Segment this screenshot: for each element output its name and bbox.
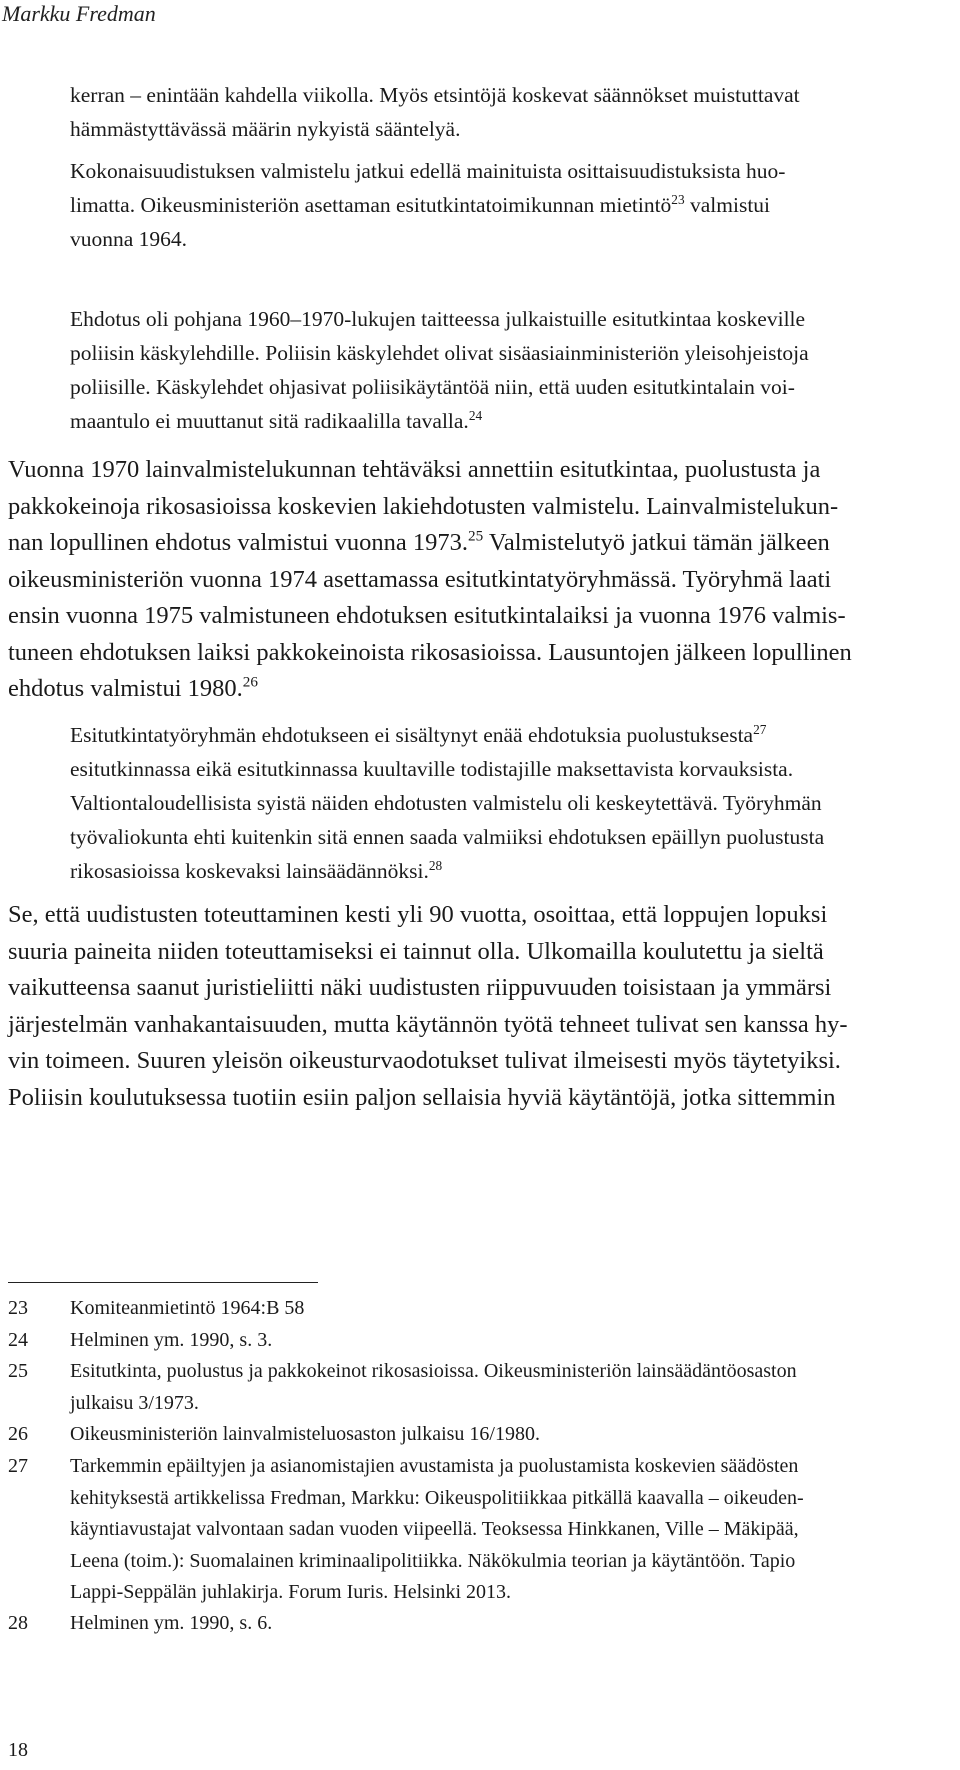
text-line: kerran – enintään kahdella viikolla. Myös etsintöjä koskevat säännökset muistuttavat [70, 83, 800, 107]
text-line: ehdotus valmistui 1980.26 [8, 673, 258, 702]
footnote-25 [8, 1356, 952, 1419]
text-line: Poliisin koulutuksessa tuotiin esiin paljon sellaisia hyviä käytäntöjä, jotka sittemmin [8, 1083, 836, 1111]
footnote-28 [8, 1608, 952, 1640]
footnote-text: Komiteanmietintö 1964:B 58 [70, 1297, 305, 1319]
footnote-number: 24 [8, 1329, 28, 1351]
text-line: vuonna 1964. [70, 227, 188, 251]
footnote-ref-25[interactable]: 25 [468, 527, 484, 545]
footnote-text: Esitutkinta, puolustus ja pakkokeinot rikosasioissa. Oikeusministeriön lainsäädäntöosaston [70, 1360, 797, 1382]
footnote-text: julkaisu 3/1973. [70, 1391, 199, 1414]
footnote-ref-27[interactable]: 27 [753, 721, 767, 737]
quoted-passage-2 [70, 302, 952, 438]
footnote-24 [8, 1325, 952, 1357]
footnote-number: 26 [8, 1423, 28, 1445]
text-line: Valtiontaloudellisista syistä näiden ehdotusten valmistelu oli keskeytettävä. Työryhmän [70, 791, 822, 815]
text-line: Se, että uudistusten toteuttaminen kesti yli 90 vuotta, osoittaa, että loppujen lopuksi [8, 901, 828, 928]
text-line: vin toimeen. Suuren yleisön oikeusturvaodotukset tulivat ilmeisesti myös täytetyiksi. [8, 1047, 841, 1074]
footnote-text: Helminen ym. 1990, s. 3. [70, 1329, 273, 1351]
footnote-text: Helminen ym. 1990, s. 6. [70, 1612, 273, 1634]
footnote-text: Tarkemmin epäiltyjen ja asianomistajien avustamista ja puolustamista koskevien säädösten [70, 1455, 799, 1477]
text-line: poliisin käskylehdille. Poliisin käskylehdet olivat sisäasiainministeriön yleisohjeistoja [70, 341, 809, 365]
text-line: tuneen ehdotuksen laiksi pakkokeinoista rikosasioissa. Lausuntojen jälkeen lopullinen [8, 638, 852, 666]
footnote-text: käyntiavustajat valvontaan sadan vuoden viipeellä. Teoksessa Hinkkanen, Ville – Mäkipää, [70, 1518, 799, 1540]
footnote-number: 25 [8, 1360, 28, 1382]
footnote-text: Leena (toim.): Suomalainen kriminaalipolitiikka. Näkökulmia teorian ja käytäntöön. Tapio [70, 1549, 796, 1572]
footnote-ref-23[interactable]: 23 [671, 191, 685, 207]
footnote-number: 28 [8, 1612, 28, 1634]
text-line: vaikutteensa saanut juristieliitti näki uudistusten riippuvuuden toisistaan ja ymmärsi [8, 974, 832, 1001]
body-paragraph-1 [8, 452, 952, 708]
footnote-number: 27 [8, 1455, 28, 1477]
text-line: hämmästyttävässä määrin nykyistä sääntelyä. [70, 117, 461, 141]
footnote-27 [8, 1451, 952, 1609]
text-line: ensin vuonna 1975 valmistuneen ehdotuksen esitutkintalaiksi ja vuonna 1976 valmis- [8, 602, 846, 629]
footnote-26 [8, 1419, 952, 1451]
footnote-ref-26[interactable]: 26 [242, 673, 258, 691]
text-line: poliisille. Käskylehdet ohjasivat poliisikäytäntöä niin, että uuden esitutkintalain voi- [70, 375, 795, 399]
text-line: limatta. Oikeusministeriön asettaman esitutkintatoimikunnan mietintö$^{23}$ valmistui [70, 191, 771, 217]
text-line: rikosasioissa koskevaksi lainsäädännöksi.$^{28}$ [70, 857, 443, 883]
text-line: esitutkinnassa eikä esitutkinnassa kuultaville todistajille maksettavista korvauksista. [70, 757, 794, 781]
running-head: Markku Fredman [2, 1, 156, 26]
text-line: Kokonaisuudistuksen valmistelu jatkui edellä mainituista osittaisuudistuksista huo- [70, 159, 786, 183]
footnote-text: Lappi-Seppälän juhlakirja. Forum Iuris. Helsinki 2013. [70, 1581, 512, 1603]
text-line: nan lopullinen ehdotus valmistui vuonna 1973.25 Valmistelutyö jatkui tämän jälkeen [8, 527, 830, 556]
text-line: suuria paineita niiden toteuttamiseksi ei tainnut olla. Ulkomailla koulutettu ja sieltä [8, 937, 824, 965]
quoted-passage-3 [70, 718, 952, 888]
text-line: oikeusministeriön vuonna 1974 asettamassa esitutkintatyöryhmässä. Työryhmä laati [8, 565, 832, 593]
page-number: 18 [8, 1739, 28, 1761]
footnote-number: 23 [8, 1297, 28, 1319]
text-line: työvaliokunta ehti kuitenkin sitä ennen saada valmiiksi ehdotuksen epäillyn puolustusta [70, 825, 825, 849]
text-line: Esitutkintatyöryhmän ehdotukseen ei sisältynyt enää ehdotuksia puolustuksesta$^{27}$ [70, 721, 767, 747]
footnote-text: Oikeusministeriön lainvalmisteluosaston julkaisu 16/1980. [70, 1423, 540, 1445]
footnote-text: kehityksestä artikkelissa Fredman, Markku: Oikeuspolitiikkaa pitkällä kaavalla – oikeuden- [70, 1486, 804, 1509]
text-line: maantulo ei muuttanut sitä radikaalilla tavalla.$^{24}$ [70, 407, 483, 433]
footnote-23 [8, 1293, 952, 1325]
footnote-separator [8, 1282, 318, 1283]
footnote-ref-28[interactable]: 28 [428, 857, 443, 873]
text-line: Ehdotus oli pohjana 1960–1970-lukujen taitteessa julkaistuille esitutkintaa koskeville [70, 307, 806, 331]
body-paragraph-2 [8, 897, 952, 1116]
text-line: järjestelmän vanhakantaisuuden, mutta käytännön työtä tehneet tulivat sen kanssa hy- [8, 1010, 848, 1038]
text-line: Vuonna 1970 lainvalmistelukunnan tehtäväksi annettiin esitutkintaa, puolustusta ja [8, 456, 821, 483]
quoted-passage-1 [70, 78, 952, 256]
footnote-ref-24[interactable]: 24 [468, 407, 483, 423]
text-line: pakkokeinoja rikosasioissa koskevien lakiehdotusten valmistelu. Lainvalmistelukun- [8, 492, 839, 520]
